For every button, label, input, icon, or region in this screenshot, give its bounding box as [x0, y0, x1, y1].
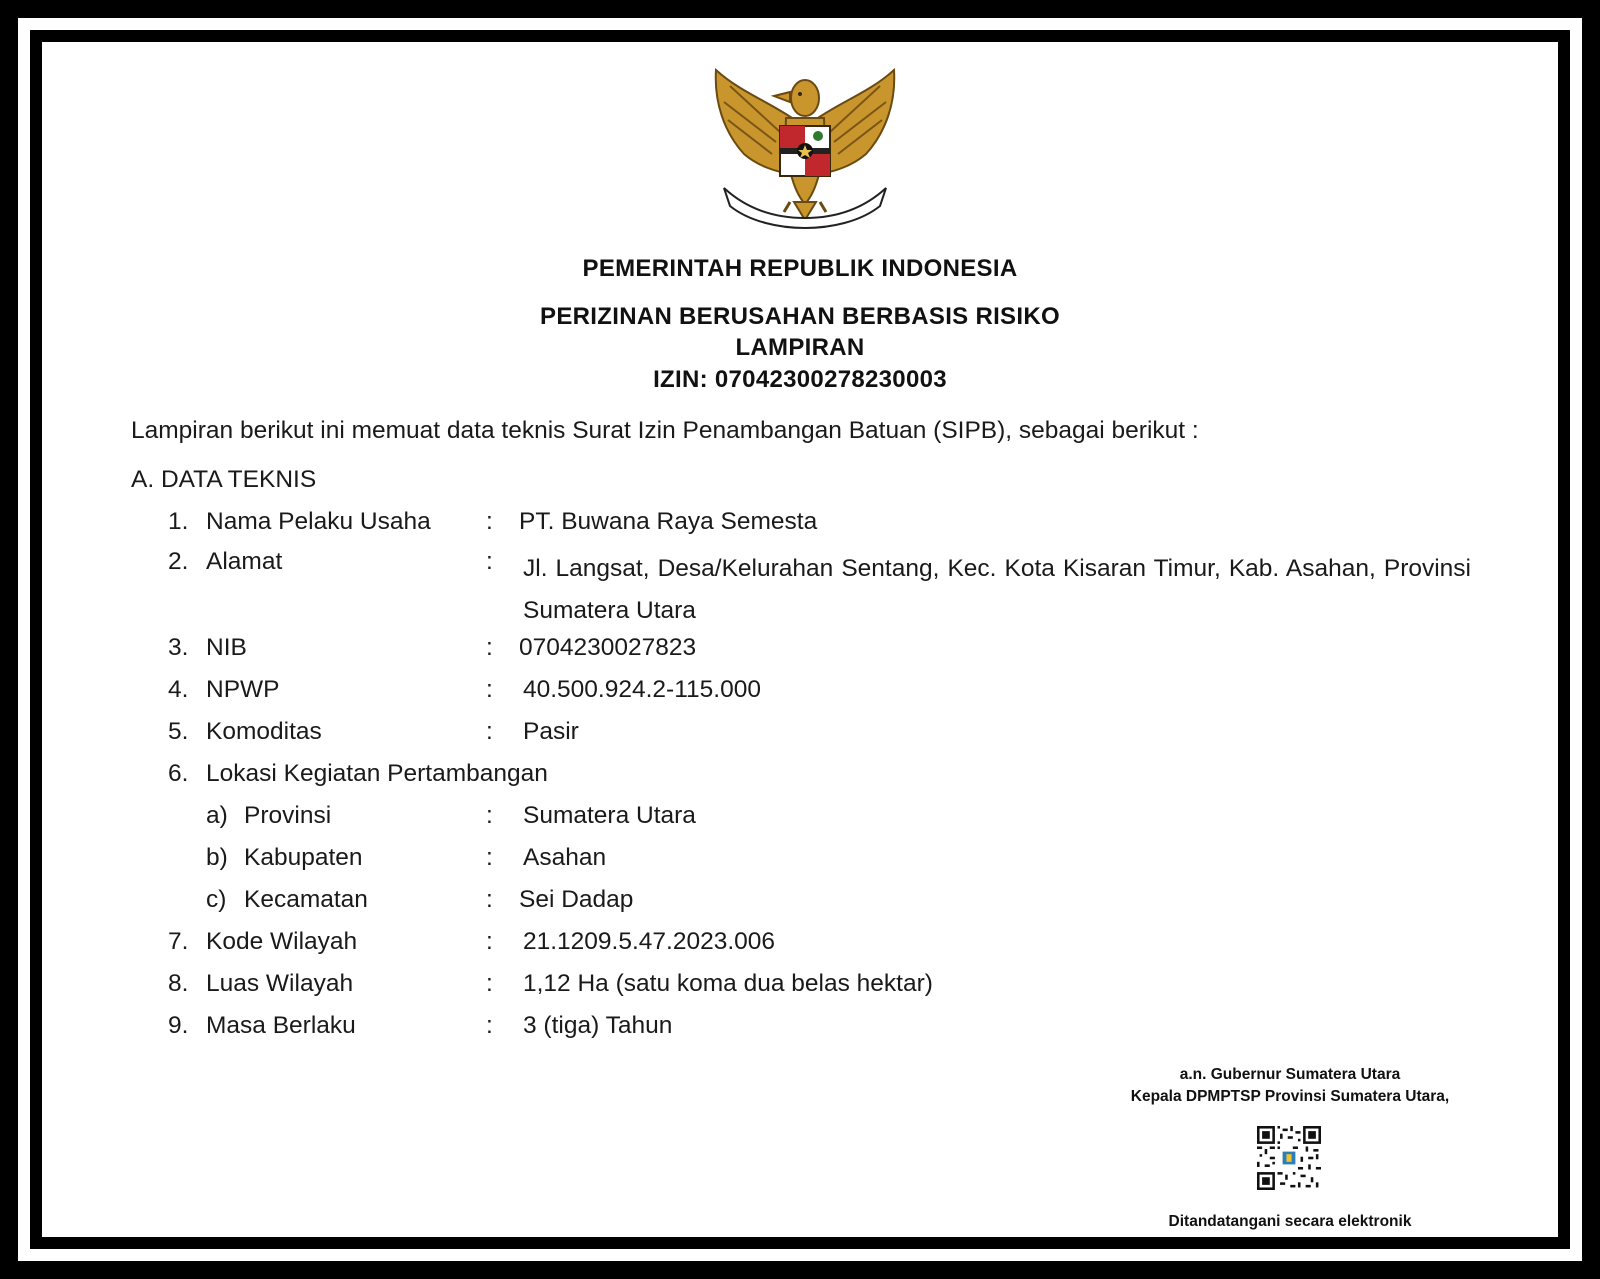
- address-value: Jl. Langsat, Desa/Kelurahan Sentang, Kec. Kota Kisaran Timur, Kab. Asahan, Provinsi Sumatera Utara: [523, 555, 1471, 624]
- sub-item-value: Sumatera Utara: [523, 802, 696, 829]
- permit-number: IZIN: 07042300278230003: [653, 366, 947, 393]
- signatory-line-2: Kepala DPMPTSP Provinsi Sumatera Utara,: [1130, 1088, 1450, 1105]
- item-value: 3 (tiga) Tahun: [523, 1012, 673, 1039]
- item-value: PT. Buwana Raya Semesta: [519, 508, 818, 535]
- section-title: A. DATA TEKNIS: [131, 466, 317, 493]
- document-subtitle: LAMPIRAN: [735, 334, 865, 361]
- item-number: 7.: [168, 928, 189, 955]
- item-label: Kode Wilayah: [206, 928, 358, 955]
- signatory-line-1: a.n. Gubernur Sumatera Utara: [1179, 1066, 1401, 1083]
- item-colon: :: [486, 634, 493, 661]
- sub-item-letter: b): [206, 844, 228, 871]
- item-value: 21.1209.5.47.2023.006: [523, 928, 776, 955]
- sub-item-value: Sei Dadap: [519, 886, 634, 913]
- item-number: 8.: [168, 970, 189, 997]
- sub-item-label: Provinsi: [244, 802, 332, 829]
- sub-item-value: Asahan: [523, 844, 607, 871]
- intro-text: Lampiran berikut ini memuat data teknis Surat Izin Penambangan Batuan (SIPB), sebagai berikut :: [131, 417, 1199, 444]
- item-colon: :: [486, 844, 493, 871]
- document-title: PERIZINAN BERUSAHAN BERBASIS RISIKO: [540, 303, 1060, 330]
- item-number: 1.: [168, 508, 189, 535]
- item-colon: :: [486, 508, 493, 535]
- item-colon: :: [486, 548, 493, 575]
- item-label: NPWP: [206, 676, 280, 703]
- list-item: [0, 508, 1600, 538]
- item-colon: :: [486, 886, 493, 913]
- item-label: Masa Berlaku: [206, 1012, 356, 1039]
- electronic-signature-note: Ditandatangani secara elektronik: [1168, 1213, 1412, 1230]
- sub-list-item: [0, 886, 1600, 916]
- item-colon: :: [486, 1012, 493, 1039]
- item-number: 3.: [168, 634, 189, 661]
- list-item: [0, 718, 1600, 748]
- item-label: Komoditas: [206, 718, 322, 745]
- item-label: Nama Pelaku Usaha: [206, 508, 431, 535]
- item-number: 4.: [168, 676, 189, 703]
- list-item: [0, 634, 1600, 664]
- list-item: [0, 760, 1600, 790]
- list-item: [0, 1012, 1600, 1042]
- item-number: 9.: [168, 1012, 189, 1039]
- list-item: [0, 928, 1600, 958]
- list-item: [0, 676, 1600, 706]
- list-item: [0, 970, 1600, 1000]
- item-value: Pasir: [523, 718, 579, 745]
- item-colon: :: [486, 970, 493, 997]
- sub-item-letter: c): [206, 886, 227, 913]
- item-value: 0704230027823: [519, 634, 697, 661]
- item-label: NIB: [206, 634, 247, 661]
- sub-list-item: [0, 802, 1600, 832]
- item-colon: :: [486, 718, 493, 745]
- qr-code-icon: [1257, 1126, 1321, 1190]
- item-value: 1,12 Ha (satu koma dua belas hektar): [523, 970, 933, 997]
- item-label: Luas Wilayah: [206, 970, 354, 997]
- garuda-emblem-icon: [710, 62, 900, 232]
- item-number: 5.: [168, 718, 189, 745]
- item-colon: :: [486, 676, 493, 703]
- item-number: 2.: [168, 548, 189, 575]
- item-value: 40.500.924.2-115.000: [523, 676, 761, 703]
- item-label: Alamat: [206, 548, 283, 575]
- government-heading: PEMERINTAH REPUBLIK INDONESIA: [582, 255, 1018, 282]
- sub-item-letter: a): [206, 802, 228, 829]
- item-label: Lokasi Kegiatan Pertambangan: [206, 760, 548, 787]
- item-colon: :: [486, 928, 493, 955]
- sub-item-label: Kecamatan: [244, 886, 368, 913]
- item-number: 6.: [168, 760, 189, 787]
- sub-list-item: [0, 844, 1600, 874]
- sub-item-label: Kabupaten: [244, 844, 363, 871]
- item-colon: :: [486, 802, 493, 829]
